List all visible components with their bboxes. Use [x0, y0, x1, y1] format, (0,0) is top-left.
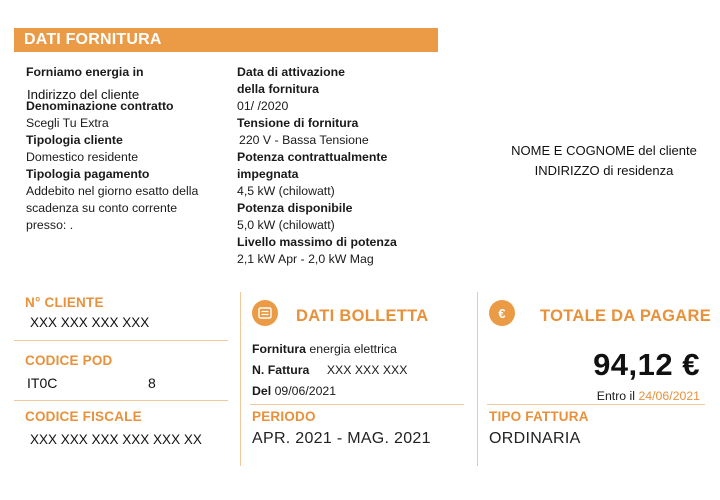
customer-address-block: [480, 141, 720, 181]
invoice-date-label: Del: [252, 384, 272, 398]
supply-type-line: [252, 342, 397, 356]
divider: [14, 400, 228, 401]
voltage-value: 220 V - Bassa Tensione: [239, 133, 369, 147]
due-date-value: 24/06/2021: [638, 389, 700, 403]
invoice-date-value: 09/06/2021: [274, 384, 337, 398]
pod-code-prefix: IT0C: [27, 375, 58, 391]
due-date-line: [597, 389, 700, 403]
client-type-value: Domestico residente: [26, 150, 139, 164]
tax-code-label: CODICE FISCALE: [25, 409, 142, 424]
euro-icon: €: [489, 300, 515, 326]
energy-in-label: Forniamo energia in: [26, 65, 144, 79]
due-date-label: Entro il: [596, 389, 636, 403]
tax-code-value: XXX XXX XXX XXX XXX XX: [30, 432, 202, 447]
supply-type-value: energia elettrica: [309, 342, 397, 356]
committed-power-label-1: Potenza contrattualmente: [237, 150, 388, 164]
voltage-label: Tensione di fornitura: [237, 116, 359, 130]
client-type-label: Tipologia cliente: [26, 133, 123, 147]
total-title: TOTALE DA PAGARE: [540, 307, 712, 325]
document-icon: [252, 300, 278, 326]
committed-power-label-2: impegnata: [237, 167, 299, 181]
payment-type-line-1: Addebito nel giorno esatto della: [26, 184, 199, 198]
invoice-type-label: TIPO FATTURA: [489, 409, 589, 424]
max-power-value: 2,1 kW Apr - 2,0 kW Mag: [237, 252, 374, 266]
activation-label-1: Data di attivazione: [237, 65, 345, 79]
invoice-number-line: [252, 363, 407, 377]
pod-code-label: CODICE POD: [25, 353, 113, 368]
supply-address: Indirizzo del cliente: [27, 87, 140, 102]
max-power-label: Livello massimo di potenza: [237, 235, 397, 249]
invoice-number-label: N. Fattura: [252, 363, 310, 377]
committed-power-value: 4,5 kW (chilowatt): [237, 184, 335, 198]
client-number-value: XXX XXX XXX XXX: [30, 315, 150, 330]
divider: [240, 292, 241, 466]
section-header-dati-fornitura: DATI FORNITURA: [14, 28, 438, 52]
divider: [14, 340, 228, 341]
client-number-label: N° CLIENTE: [25, 295, 104, 310]
available-power-label: Potenza disponibile: [237, 201, 353, 215]
invoice-date-line: [252, 384, 336, 398]
contract-label: Denominazione contratto: [26, 99, 174, 113]
pod-code-suffix: 8: [148, 375, 156, 391]
divider: [487, 404, 705, 405]
available-power-value: 5,0 kW (chilowatt): [237, 218, 335, 232]
period-value: APR. 2021 - MAG. 2021: [252, 430, 431, 447]
divider: [477, 292, 478, 466]
activation-value: 01/ /2020: [237, 99, 289, 113]
bill-data-title: DATI BOLLETTA: [296, 307, 429, 325]
payment-type-line-3: presso: .: [26, 218, 74, 232]
invoice-number-value: XXX XXX XXX: [326, 363, 408, 377]
total-amount: 94,12 €: [593, 347, 700, 382]
period-label: PERIODO: [252, 409, 316, 424]
customer-name: NOME E COGNOME del cliente: [511, 143, 697, 158]
invoice-type-value: ORDINARIA: [489, 430, 581, 447]
supply-info-right: [237, 64, 437, 268]
activation-label-2: della fornitura: [237, 82, 319, 96]
payment-type-line-2: scadenza su conto corrente: [26, 201, 178, 215]
payment-type-label: Tipologia pagamento: [26, 167, 150, 181]
customer-residence: INDIRIZZO di residenza: [534, 163, 674, 178]
supply-type-label: Fornitura: [252, 342, 306, 356]
contract-value: Scegli Tu Extra: [26, 116, 109, 130]
divider: [250, 404, 464, 405]
